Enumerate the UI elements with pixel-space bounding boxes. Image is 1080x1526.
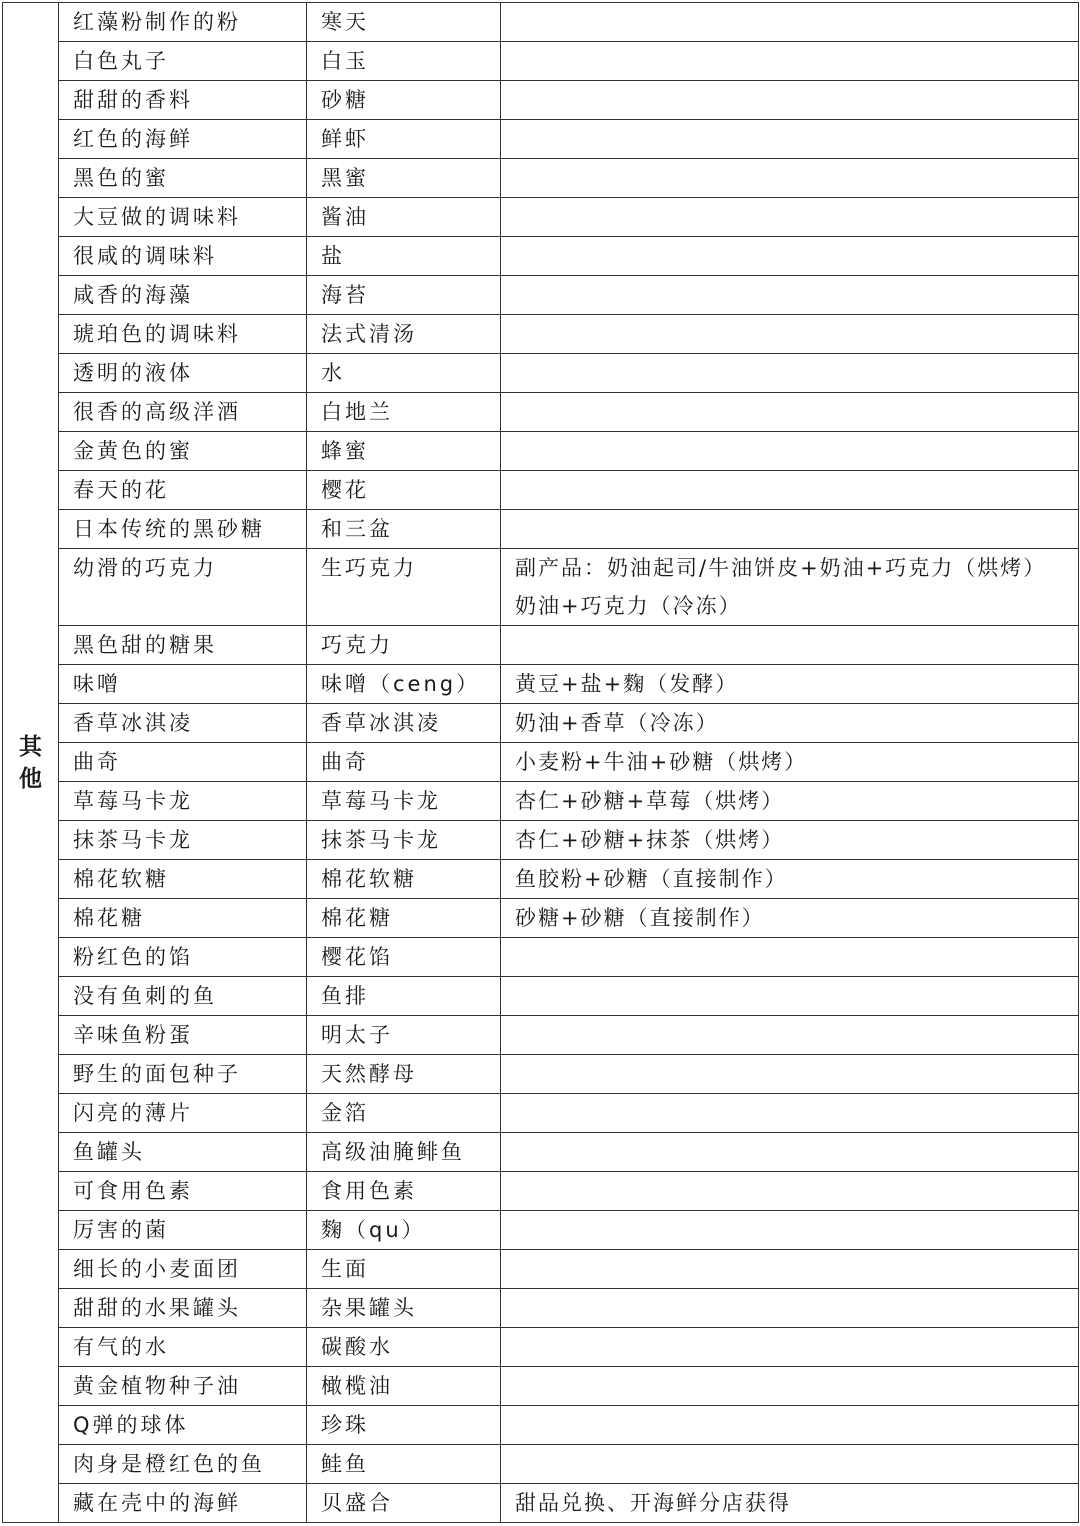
description-cell: 黑色的蜜 bbox=[59, 159, 307, 198]
description-cell: 甜甜的水果罐头 bbox=[59, 1289, 307, 1328]
recipe-cell bbox=[501, 81, 1079, 120]
table-row bbox=[3, 665, 1079, 704]
ingredient-name-cell: 鱼排 bbox=[307, 977, 501, 1016]
recipe-cell bbox=[501, 1016, 1079, 1055]
recipe-cell bbox=[501, 1445, 1079, 1484]
recipe-cell bbox=[501, 3, 1079, 42]
description-cell: 透明的液体 bbox=[59, 354, 307, 393]
ingredient-name-cell: 法式清汤 bbox=[307, 315, 501, 354]
recipe-cell: 奶油+香草（冷冻） bbox=[501, 704, 1079, 743]
ingredient-name-cell: 鲑鱼 bbox=[307, 1445, 501, 1484]
table-row bbox=[3, 821, 1079, 860]
ingredient-name-cell: 蜂蜜 bbox=[307, 432, 501, 471]
description-cell: 粉红色的馅 bbox=[59, 938, 307, 977]
table-row bbox=[3, 899, 1079, 938]
table-row bbox=[3, 471, 1079, 510]
description-cell: 春天的花 bbox=[59, 471, 307, 510]
description-cell: 白色丸子 bbox=[59, 42, 307, 81]
ingredient-name-cell: 食用色素 bbox=[307, 1172, 501, 1211]
recipe-cell bbox=[501, 1055, 1079, 1094]
recipe-cell: 杏仁+砂糖+抹茶（烘烤） bbox=[501, 821, 1079, 860]
table-row bbox=[3, 743, 1079, 782]
recipe-cell bbox=[501, 471, 1079, 510]
table-row bbox=[3, 1406, 1079, 1445]
ingredient-name-cell: 盐 bbox=[307, 237, 501, 276]
description-cell: 辛味鱼粉蛋 bbox=[59, 1016, 307, 1055]
table-row bbox=[3, 42, 1079, 81]
table-row bbox=[3, 1172, 1079, 1211]
recipe-cell bbox=[501, 315, 1079, 354]
recipe-cell bbox=[501, 1289, 1079, 1328]
ingredient-name-cell: 杂果罐头 bbox=[307, 1289, 501, 1328]
table-row bbox=[3, 977, 1079, 1016]
recipe-cell bbox=[501, 393, 1079, 432]
ingredient-name-cell: 水 bbox=[307, 354, 501, 393]
ingredient-name-cell: 生巧克力 bbox=[307, 549, 501, 626]
ingredient-name-cell: 麴（qu） bbox=[307, 1211, 501, 1250]
recipe-cell bbox=[501, 1250, 1079, 1289]
recipe-cell bbox=[501, 1328, 1079, 1367]
table-row bbox=[3, 120, 1079, 159]
description-cell: 闪亮的薄片 bbox=[59, 1094, 307, 1133]
ingredient-name-cell: 和三盆 bbox=[307, 510, 501, 549]
table-row bbox=[3, 1484, 1079, 1523]
description-cell: 可食用色素 bbox=[59, 1172, 307, 1211]
recipe-cell bbox=[501, 42, 1079, 81]
recipe-cell bbox=[501, 198, 1079, 237]
description-cell: 很咸的调味料 bbox=[59, 237, 307, 276]
description-cell: 幼滑的巧克力 bbox=[59, 549, 307, 626]
table-row bbox=[3, 315, 1079, 354]
ingredient-name-cell: 碳酸水 bbox=[307, 1328, 501, 1367]
recipe-cell: 甜品兑换、开海鲜分店获得 bbox=[501, 1484, 1079, 1523]
description-cell: 野生的面包种子 bbox=[59, 1055, 307, 1094]
ingredient-name-cell: 巧克力 bbox=[307, 626, 501, 665]
table-row bbox=[3, 860, 1079, 899]
description-cell: 日本传统的黑砂糖 bbox=[59, 510, 307, 549]
table-row bbox=[3, 938, 1079, 977]
table-row bbox=[3, 198, 1079, 237]
recipe-cell bbox=[501, 1406, 1079, 1445]
description-cell: 草莓马卡龙 bbox=[59, 782, 307, 821]
recipe-cell: 杏仁+砂糖+草莓（烘烤） bbox=[501, 782, 1079, 821]
ingredient-name-cell: 抹茶马卡龙 bbox=[307, 821, 501, 860]
table-row bbox=[3, 1367, 1079, 1406]
recipe-cell: 副产品：奶油起司/牛油饼皮+奶油+巧克力（烘烤）奶油+巧克力（冷冻） bbox=[501, 549, 1079, 626]
ingredient-name-cell: 贝盛合 bbox=[307, 1484, 501, 1523]
category-label: 其他 bbox=[19, 733, 42, 792]
description-cell: 有气的水 bbox=[59, 1328, 307, 1367]
table-row bbox=[3, 432, 1079, 471]
ingredient-name-cell: 酱油 bbox=[307, 198, 501, 237]
ingredient-name-cell: 味噌（ceng） bbox=[307, 665, 501, 704]
description-cell: 抹茶马卡龙 bbox=[59, 821, 307, 860]
description-cell: 琥珀色的调味料 bbox=[59, 315, 307, 354]
recipe-cell bbox=[501, 1094, 1079, 1133]
ingredient-name-cell: 砂糖 bbox=[307, 81, 501, 120]
recipe-cell bbox=[501, 626, 1079, 665]
description-cell: 厉害的菌 bbox=[59, 1211, 307, 1250]
table-row bbox=[3, 1250, 1079, 1289]
ingredient-name-cell: 橄榄油 bbox=[307, 1367, 501, 1406]
description-cell: 大豆做的调味料 bbox=[59, 198, 307, 237]
table-row bbox=[3, 276, 1079, 315]
table-row bbox=[3, 704, 1079, 743]
table-row bbox=[3, 626, 1079, 665]
recipe-cell bbox=[501, 159, 1079, 198]
description-cell: 黑色甜的糖果 bbox=[59, 626, 307, 665]
table-row bbox=[3, 1211, 1079, 1250]
description-cell: 棉花软糖 bbox=[59, 860, 307, 899]
ingredient-name-cell: 棉花软糖 bbox=[307, 860, 501, 899]
ingredient-name-cell: 樱花 bbox=[307, 471, 501, 510]
description-cell: 曲奇 bbox=[59, 743, 307, 782]
recipe-cell bbox=[501, 276, 1079, 315]
table-row bbox=[3, 159, 1079, 198]
recipe-cell bbox=[501, 938, 1079, 977]
description-cell: 肉身是橙红色的鱼 bbox=[59, 1445, 307, 1484]
ingredient-table-body bbox=[3, 3, 1079, 1523]
ingredient-name-cell: 黑蜜 bbox=[307, 159, 501, 198]
description-cell: 藏在壳中的海鲜 bbox=[59, 1484, 307, 1523]
recipe-cell bbox=[501, 432, 1079, 471]
recipe-cell bbox=[501, 1211, 1079, 1250]
table-row bbox=[3, 1016, 1079, 1055]
table-row bbox=[3, 1055, 1079, 1094]
ingredient-name-cell: 天然酵母 bbox=[307, 1055, 501, 1094]
recipe-cell: 小麦粉+牛油+砂糖（烘烤） bbox=[501, 743, 1079, 782]
ingredient-name-cell: 白玉 bbox=[307, 42, 501, 81]
description-cell: 棉花糖 bbox=[59, 899, 307, 938]
table-row bbox=[3, 782, 1079, 821]
description-cell: 甜甜的香料 bbox=[59, 81, 307, 120]
ingredient-name-cell: 金箔 bbox=[307, 1094, 501, 1133]
recipe-cell bbox=[501, 510, 1079, 549]
recipe-cell bbox=[501, 977, 1079, 1016]
ingredient-name-cell: 棉花糖 bbox=[307, 899, 501, 938]
recipe-cell: 砂糖+砂糖（直接制作） bbox=[501, 899, 1079, 938]
ingredient-name-cell: 樱花馅 bbox=[307, 938, 501, 977]
description-cell: 鱼罐头 bbox=[59, 1133, 307, 1172]
description-cell: 香草冰淇凌 bbox=[59, 704, 307, 743]
description-cell: 黄金植物种子油 bbox=[59, 1367, 307, 1406]
recipe-cell: 鱼胶粉+砂糖（直接制作） bbox=[501, 860, 1079, 899]
table-row bbox=[3, 1328, 1079, 1367]
description-cell: 细长的小麦面团 bbox=[59, 1250, 307, 1289]
ingredient-name-cell: 草莓马卡龙 bbox=[307, 782, 501, 821]
ingredient-name-cell: 明太子 bbox=[307, 1016, 501, 1055]
table-row bbox=[3, 393, 1079, 432]
category-cell bbox=[3, 3, 59, 1523]
description-cell: 味噌 bbox=[59, 665, 307, 704]
ingredient-name-cell: 珍珠 bbox=[307, 1406, 501, 1445]
description-cell: Q弹的球体 bbox=[59, 1406, 307, 1445]
ingredient-name-cell: 鲜虾 bbox=[307, 120, 501, 159]
ingredient-name-cell: 寒天 bbox=[307, 3, 501, 42]
table-row bbox=[3, 1094, 1079, 1133]
table-row bbox=[3, 354, 1079, 393]
ingredient-name-cell: 曲奇 bbox=[307, 743, 501, 782]
description-cell: 金黄色的蜜 bbox=[59, 432, 307, 471]
ingredient-name-cell: 海苔 bbox=[307, 276, 501, 315]
table-row bbox=[3, 81, 1079, 120]
table-row bbox=[3, 1445, 1079, 1484]
table-row bbox=[3, 3, 1079, 42]
recipe-cell bbox=[501, 120, 1079, 159]
ingredient-name-cell: 香草冰淇凌 bbox=[307, 704, 501, 743]
table-row bbox=[3, 1289, 1079, 1328]
recipe-cell bbox=[501, 1133, 1079, 1172]
table-row bbox=[3, 237, 1079, 276]
description-cell: 很香的高级洋酒 bbox=[59, 393, 307, 432]
table-row bbox=[3, 1133, 1079, 1172]
recipe-cell bbox=[501, 354, 1079, 393]
recipe-cell bbox=[501, 1172, 1079, 1211]
ingredient-name-cell: 高级油腌鲱鱼 bbox=[307, 1133, 501, 1172]
description-cell: 咸香的海藻 bbox=[59, 276, 307, 315]
ingredient-table bbox=[2, 2, 1079, 1523]
ingredient-table-sheet bbox=[2, 2, 1078, 1522]
recipe-cell bbox=[501, 1367, 1079, 1406]
description-cell: 红色的海鲜 bbox=[59, 120, 307, 159]
recipe-cell: 黄豆+盐+麴（发酵） bbox=[501, 665, 1079, 704]
ingredient-name-cell: 生面 bbox=[307, 1250, 501, 1289]
table-row bbox=[3, 549, 1079, 626]
recipe-cell bbox=[501, 237, 1079, 276]
description-cell: 红藻粉制作的粉 bbox=[59, 3, 307, 42]
description-cell: 没有鱼刺的鱼 bbox=[59, 977, 307, 1016]
table-row bbox=[3, 510, 1079, 549]
ingredient-name-cell: 白地兰 bbox=[307, 393, 501, 432]
